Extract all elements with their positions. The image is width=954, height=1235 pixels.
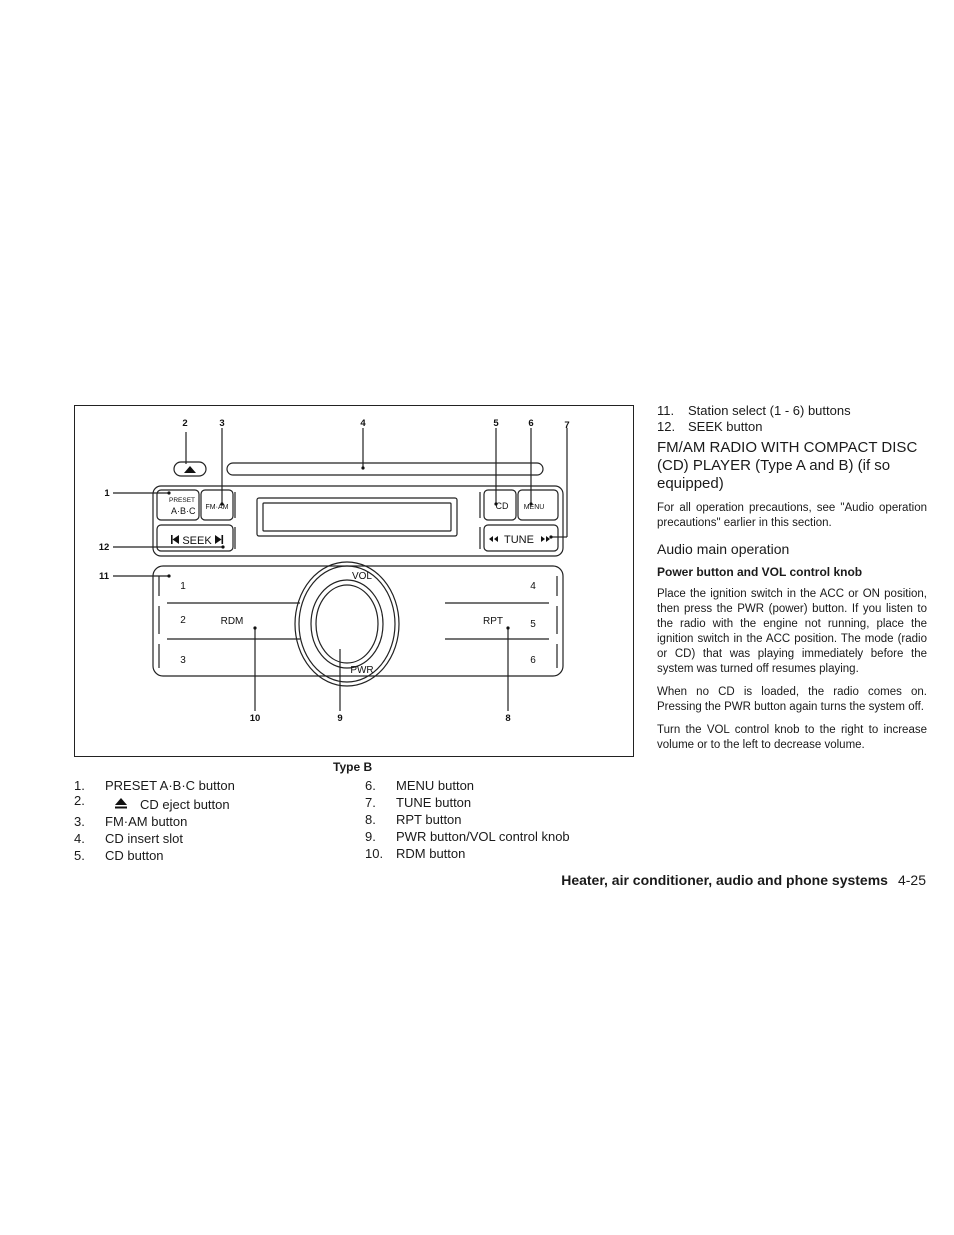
callout-1: 1 bbox=[104, 488, 110, 499]
list-number: 12. bbox=[657, 419, 676, 434]
display-shape bbox=[257, 498, 457, 536]
callout-6: 6 bbox=[528, 418, 534, 429]
callout-12: 12 bbox=[98, 542, 110, 553]
list-number: 10. bbox=[365, 846, 384, 861]
list-text: PRESET A·B·C button bbox=[105, 778, 235, 793]
callout-8: 8 bbox=[505, 713, 511, 724]
list-text: SEEK button bbox=[688, 419, 763, 434]
list-text: RPT button bbox=[396, 812, 462, 827]
body-paragraph: Place the ignition switch in the ACC or ON position, then press the PWR (power) button. If you listen to the radio with the engine not running, place the ignition switch in the ACC position. The mode (radio or CD) that was playing immediately before the system was turned off resumes playing. bbox=[657, 588, 927, 675]
list-text: MENU button bbox=[396, 778, 475, 793]
preset-3-label: 3 bbox=[180, 655, 186, 666]
preset-1-label: 1 bbox=[180, 581, 186, 592]
preset-2-label: 2 bbox=[180, 615, 186, 626]
list-number: 8. bbox=[365, 812, 376, 827]
callout-9: 9 bbox=[337, 713, 343, 724]
list-item bbox=[74, 813, 344, 830]
eject-icon bbox=[114, 796, 140, 813]
bold-subheading: Power button and VOL control knob bbox=[657, 565, 863, 579]
callout-7: 7 bbox=[564, 420, 570, 431]
section-title: FM/AM RADIO WITH COMPACT DISC (CD) PLAYER (Type A and B) (if so equipped) bbox=[657, 439, 918, 492]
page-number: 4-25 bbox=[897, 872, 926, 888]
list-number: 7. bbox=[365, 795, 376, 810]
intro-paragraph: For all operation precautions, see "Audio operation precautions" earlier in this section. bbox=[657, 502, 927, 529]
list-item bbox=[365, 777, 635, 794]
abc-label: A·B·C bbox=[171, 506, 196, 516]
list-number: 2. bbox=[74, 793, 85, 808]
list-item bbox=[74, 847, 344, 864]
list-item bbox=[74, 777, 344, 794]
right-column bbox=[657, 403, 927, 753]
callout-3: 3 bbox=[219, 418, 225, 429]
preset-4-label: 4 bbox=[530, 581, 536, 592]
preset-6-label: 6 bbox=[530, 655, 536, 666]
list-item bbox=[365, 845, 635, 862]
list-number: 9. bbox=[365, 829, 376, 844]
list-item bbox=[365, 794, 635, 811]
callout-4: 4 bbox=[360, 418, 366, 429]
list-item bbox=[74, 830, 344, 847]
list-text: FM·AM button bbox=[105, 814, 188, 829]
list-item bbox=[657, 403, 927, 419]
pwr-label: PWR bbox=[350, 665, 374, 676]
preset-5-label: 5 bbox=[530, 619, 536, 630]
list-number: 5. bbox=[74, 848, 85, 863]
list-text: CD insert slot bbox=[105, 831, 184, 846]
eject-icon bbox=[184, 466, 196, 473]
vol-label: VOL bbox=[351, 571, 373, 582]
preset-label: PRESET bbox=[169, 497, 196, 504]
menu-label: MENU bbox=[523, 504, 545, 511]
legend-left bbox=[74, 777, 344, 864]
audio-unit-illustration bbox=[75, 406, 633, 756]
seek-label: SEEK bbox=[182, 535, 212, 547]
legend-right bbox=[365, 777, 635, 862]
list-item bbox=[365, 811, 635, 828]
fmam-label: FM·AM bbox=[205, 504, 229, 511]
list-text: RDM button bbox=[396, 846, 466, 861]
list-item bbox=[74, 794, 344, 813]
list-text: PWR button/VOL control knob bbox=[396, 829, 570, 844]
body-paragraph: Turn the VOL control knob to the right to increase volume or to the left to decrease volume. bbox=[657, 724, 927, 751]
list-item bbox=[365, 828, 635, 845]
list-number: 11. bbox=[657, 403, 675, 418]
list-text: CD button bbox=[105, 848, 164, 863]
page-footer bbox=[520, 872, 926, 888]
figure-caption: Type B bbox=[333, 760, 373, 774]
footer-section-title: Heater, air conditioner, audio and phone systems bbox=[561, 872, 888, 888]
callout-10: 10 bbox=[249, 713, 261, 724]
tune-label: TUNE bbox=[504, 534, 534, 546]
rpt-label: RPT bbox=[483, 616, 503, 627]
callout-11: 11 bbox=[98, 571, 110, 582]
rdm-label: RDM bbox=[220, 616, 244, 627]
callout-5: 5 bbox=[493, 418, 499, 429]
list-number: 6. bbox=[365, 778, 376, 793]
list-text: Station select (1 - 6) buttons bbox=[688, 403, 851, 418]
subheading: Audio main operation bbox=[657, 541, 790, 557]
list-number: 3. bbox=[74, 814, 85, 829]
body-paragraph: When no CD is loaded, the radio comes on. Pressing the PWR button again turns the system off. bbox=[657, 686, 927, 713]
callout-2: 2 bbox=[182, 418, 188, 429]
upper-panel-shape bbox=[153, 486, 563, 556]
audio-unit-figure bbox=[74, 405, 634, 757]
list-item bbox=[657, 419, 927, 435]
cd-label: CD bbox=[495, 501, 509, 511]
list-text: TUNE button bbox=[396, 795, 472, 810]
list-text: CD eject button bbox=[140, 797, 230, 812]
knob-inner-shape bbox=[311, 580, 383, 668]
list-number: 1. bbox=[74, 778, 85, 793]
list-number: 4. bbox=[74, 831, 85, 846]
